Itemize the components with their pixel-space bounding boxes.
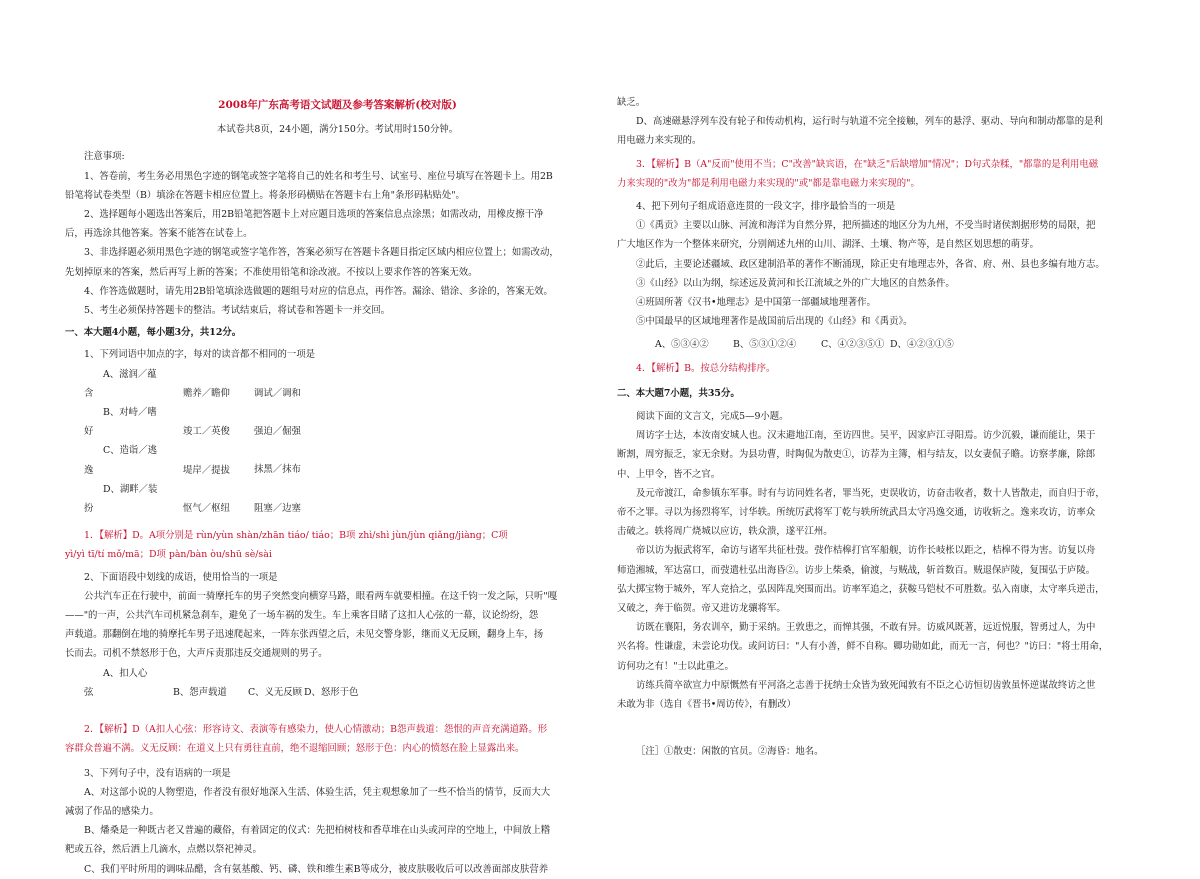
note-line: 4、作答选做题时，请先用2B铅笔填涂选做题的题组号对应的信息点，再作答。漏涂、错涂、多涂的，答案无效。 (84, 285, 553, 297)
option-row: A、滋润／蕴含 赡养／瞻仰 调试／调和 (84, 368, 301, 399)
passage-line: 访何功之有！"士以此重之。 (617, 660, 734, 672)
note-line: 5、考生必须保持答题卡的整洁。考试结束后，将试卷和答题卡一并交回。 (84, 305, 390, 317)
option-text: 用电磁力来实现的。 (617, 135, 702, 147)
footnote: ［注］①散吏：闲散的官员。②海昏：地名。 (636, 746, 824, 758)
note-line: 后，再选涂其他答案。答案不能答在试卷上。 (65, 228, 253, 240)
option-text: D、高速磁悬浮列车没有轮子和传动机构，运行时与轨道不完全接触，列车的悬浮、驱动、导向和制动都靠的是利 (636, 116, 1103, 128)
question-4 (617, 197, 1162, 378)
question-1 (65, 345, 610, 564)
passage-line: 帝以访为振武将军，命访与诸军共征杜弢。弢作桔槔打官军船舰，访作长岐枨以距之，桔槔不得为害。访复以舟 (636, 545, 1096, 557)
page-subtitle: 本试卷共8页，24小题，满分150分。考试用时150分钟。 (216, 124, 459, 136)
note-line: 先划掉原来的答案，然后再写上新的答案；不准使用铅笔和涂改液。不按以上要求作答的答案无效。 (65, 266, 478, 278)
passage-line: 师造湘城，军达富口，而弢遣杜弘出海昏②。访步上柴桑，偷渡，与贼战，斩首数百。贼退保庐陵，复围弘于庐陵。 (617, 564, 1096, 576)
option-row: D、湖畔／装扮 怄气／枢纽 阻塞／边塞 (84, 483, 301, 515)
option-text: C、我们平时所用的调味品醋，含有氨基酸、钙、磷、铁和维生素B等成分，被皮肤吸收后可以改善面部皮肤营养 (84, 863, 549, 875)
option-text: A、对这部小说的人物塑造，作者没有很好地深入生活、体验生活，凭主观想象加了一些不恰当的情节，反而大大 (84, 786, 551, 798)
passage-line: 访既在襄阳，务农训卒，勤于采纳。王敦患之，而惮其强，不敢有异。访威风既著，远近悦服，智勇过人，为中 (636, 622, 1096, 634)
passage-line: 中、上甲令，皆不之官。 (617, 468, 721, 480)
sentence-item: ①《禹贡》主要以山脉、河流和海洋为自然分界，把所描述的地区分为九州，不受当时诸侯割据形势的局限，把 (636, 220, 1096, 232)
passage-line: 周访字士达，本汝南安城人也。汉末避地江南，至访四世。吴平，因家庐江寻阳焉。访少沉毅，谦而能让，果于 (636, 430, 1096, 442)
answer-text: 力来实现的"改为"都是利用电磁力来实现的"或"都是靠电磁力来实现的"。 (617, 177, 920, 189)
note-line: 3、非选择题必须用黑色字迹的钢笔或签字笔作答，答案必须写在答题卡各题目指定区域内相应位置上；如需改动， (84, 247, 559, 259)
note-line: 2、选择题每小题选出答案后，用2B铅笔把答题卡上对应题目选项的答案信息点涂黑；如需改动，用橡皮擦干净 (84, 209, 544, 221)
passage-line: 击破之。轶将周广烧城以应访，轶众溃，遂平江州。 (617, 526, 833, 538)
option-text: 粑或五谷，然后洒上几滴水，点燃以祭祀神灵。 (65, 844, 262, 856)
passage-line: ——"的一声，公共汽车司机紧急刹车，避免了一场车祸的发生。车上乘客目睹了这扣人心弦的一幕，议论纷纷，怨 (65, 610, 539, 622)
passage-line: 访练兵简卒欲宣力中原慨然有平河洛之志善于抚纳士众皆为致死闻敦有不臣之心访恒切齿敦虽怀逆谋故终访之世 (636, 679, 1096, 691)
question-stem: 3、下列句子中，没有语病的一项是 (84, 767, 231, 779)
passage-line: 长而去。司机不禁怒形于色，大声斥责那违反交通规则的男子。 (65, 648, 328, 660)
reading-intro: 阅读下面的文言文，完成5—9小题。 (636, 411, 789, 423)
answer-text: 4．【解析】B。按总分结构排序。 (636, 362, 776, 374)
passage-line: 帝不之罪。寻以为扬烈将军，讨华轶。所统厉武将军丁乾与轶所统武昌太守冯逸交通，访收斩之。逸来攻访，访率众 (617, 507, 1096, 519)
section-2-heading: 二、本大题7小题，共35分。 (617, 387, 740, 399)
answer-text: 1．【解析】D。A项分别是 rùn/yùn shàn/zhān tiáo/ tiáo；B项 zhì/shì jùn/jùn qiǎng/jiàng；C项 (84, 530, 508, 542)
sentence-item: ②此后，主要论述疆域、政区建制沿革的著作不断涌现，除正史有地理志外，各省、府、州、县也多编有地方志。 (636, 258, 1105, 270)
passage-line: 兴名将。性谦虚，未尝论功伐。或问访曰："人有小善，鲜不自称。卿功勋如此，而无一言，何也？"访曰："将士用命， (617, 641, 1109, 653)
option-row: A、扣人心弦 B、怨声载道 C、义无反顾 D、怒形于色 (84, 667, 359, 698)
passage-line: 公共汽车正在行驶中，前面一骑摩托车的男子突然变向横穿马路，眼看两车就要相撞。在这千钧一发之际，只听"嘎 (84, 590, 558, 602)
sentence-item: ⑤中国最早的区域地理著作是战国前后出现的《山经》和《禹贡》。 (636, 316, 913, 328)
question-stem: 2、下面语段中划线的成语，使用恰当的一项是 (84, 571, 278, 583)
passage-line: 声载道。那翻倒在地的骑摩托车男子迅速爬起来，一阵东张西望之后，未见交警身影，继而义无反顾，翻身上车，扬 (65, 629, 544, 641)
passage-line: 及元帝渡江，命参镇东军事。时有与访同姓名者，罪当死，吏误收访，访奋击收者，数十人皆散走，而自归于帝， (636, 487, 1105, 499)
passage-line: 断割，周穷振乏，家无余财。为县功曹，时陶侃为散吏①，访荐为主簿，相与结友，以女妻侃子瞻。访察孝廉，除郎 (617, 449, 1096, 461)
note-line: 1、答卷前，考生务必用黑色字迹的钢笔或签字笔将自己的姓名和考生号、试室号、座位号填写在答题卡上。用2B (84, 170, 553, 182)
passage-line: 未敢为非（选自《晋书•周访传》，有删改） (617, 699, 796, 711)
left-column (65, 0, 610, 879)
section-1-heading: 一、本大题4小题，每小题3分，共12分。 (65, 327, 242, 339)
answer-text: yì/yì tī/tí mǒ/mā；D项 pàn/bàn òu/shū sè/sài (65, 549, 272, 561)
answer-text: 容群众普遍不满。义无反顾：在道义上只有勇往直前，绝不退缩回顾；怒形于色：内心的愤怒在脸上显露出来。 (65, 743, 525, 755)
option-text: 减弱了作品的感染力。 (65, 805, 159, 817)
question-2 (65, 568, 610, 759)
notes-title: 注意事项: (84, 151, 125, 163)
note-line: 铅笔将试卷类型（B）填涂在答题卡相应位置上。将条形码横贴在答题卡右上角"条形码粘贴处"。 (65, 189, 465, 201)
right-column (617, 0, 1162, 762)
question-stem: 1、下列词语中加点的字，每对的读音都不相同的一项是 (84, 349, 315, 361)
reading-passage (617, 407, 1162, 761)
sentence-item: ④班固所著《汉书•地理志》是中国第一部疆域地理著作。 (636, 297, 876, 309)
option-row: B、对峙／嗜好 竣工／英俊 强迫／倔强 (84, 407, 301, 438)
answer-text: 2．【解析】D（A扣人心弦：形容诗文、表演等有感染力，使人心情激动；B怨声载道：怨恨的声音充满道路。形 (84, 724, 548, 736)
question-3 (65, 764, 610, 879)
option-text: B、燔桑是一种既古老又普遍的藏俗，有着固定的仪式：先把柏树枝和香草堆在山头或河岸的空地上，中间放上糌 (84, 825, 551, 837)
question-stem: 4、把下列句子组成语意连贯的一段文字，排序最恰当的一项是 (636, 201, 896, 213)
notes-block (65, 147, 610, 320)
answer-text: 3．【解析】B（A"反而"使用不当；C"改善"缺宾语，在"缺乏"后缺增加"情况"；D句式杂糅，"都靠的是利用电磁 (636, 158, 1099, 170)
sentence-item: 广大地区作为一个整体来研究，分别阐述九州的山川、湖泽、土壤、物产等，是自然区划思想的萌芽。 (617, 239, 1039, 251)
passage-line: 又破之，奔于临贺。帝又进访龙骧将军。 (617, 603, 786, 615)
passage-line: 弘大掷宝物于城外，军人竞拾之，弘因阵乱突围而出。访率军追之，获鞍马铠杖不可胜数。弘入南康，太守率兵逆击， (617, 583, 1105, 595)
option-row: C、造诣／逃逸 堤岸／提拔 抹黑／抹布 (84, 445, 301, 476)
page-title: 2008年广东高考语文试题及参考答案解析(校对版) (218, 99, 457, 111)
sentence-item: ③《山经》以山为纲，综述远及黄河和长江流域之外的广大地区的自然条件。 (636, 277, 955, 289)
option-row: A、⑤③④② B、⑤③①②④ C、④②③⑤① D、④②③①⑤ (655, 339, 954, 351)
option-text: 缺乏。 (617, 97, 646, 108)
